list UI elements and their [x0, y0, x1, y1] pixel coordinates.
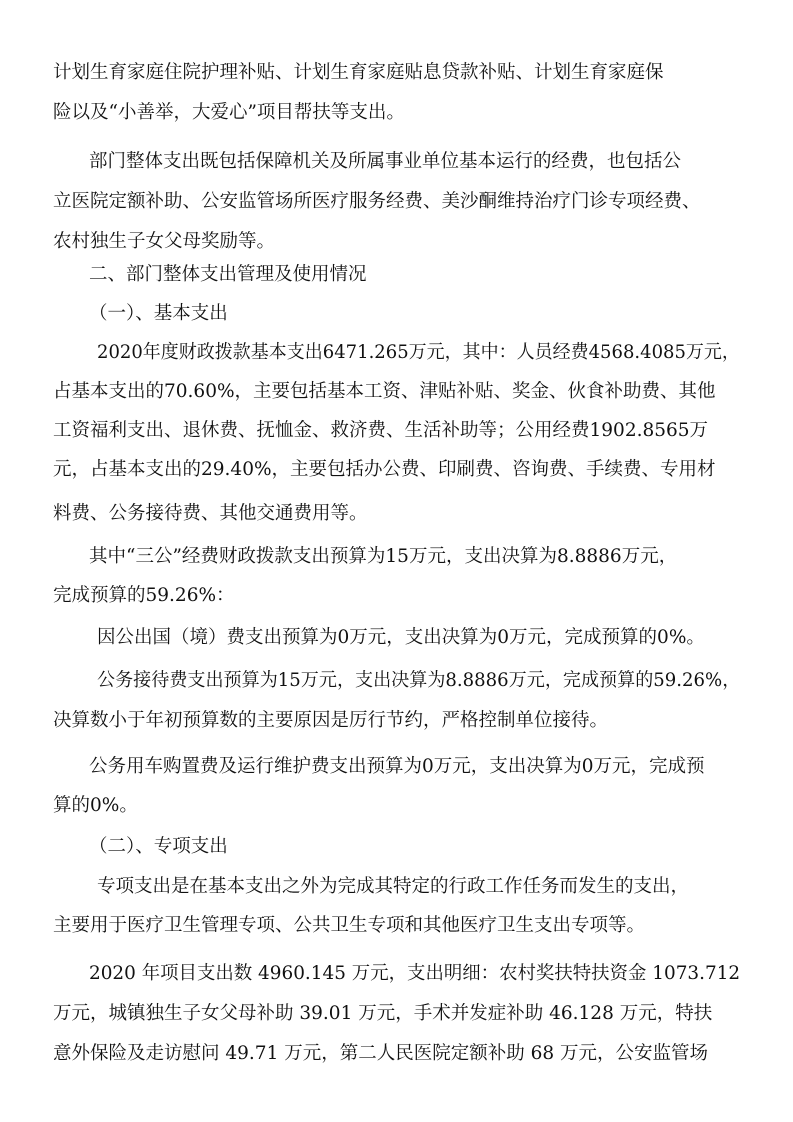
text-line: 决算数小于年初预算数的主要原因是厉行节约，严格控制单位接待。 [53, 710, 609, 731]
text-line: 公务接待费支出预算为15万元，支出决算为8.8886万元，完成预算的59.26%， [97, 670, 741, 691]
text-line: 意外保险及走访慰问 49.71 万元，第二人民医院定额补助 68 万元，公安监管场 [53, 1043, 709, 1064]
text-line: 算的0%。 [53, 795, 138, 816]
subsection-heading: （二）、专项支出 [89, 836, 228, 857]
text-line: 因公出国（境）费支出预算为0万元，支出决算为0万元，完成预算的0%。 [97, 627, 705, 648]
text-line: 立医院定额补助、公安监管场所医疗服务经费、美沙酮维持治疗门诊专项经费、 [53, 191, 701, 212]
section-heading: 二、部门整体支出管理及使用情况 [89, 264, 367, 285]
text-line: 其中“三公”经费财政拨款支出预算为15万元，支出决算为8.8886万元， [89, 546, 678, 567]
text-line: 计划生育家庭住院护理补贴、计划生育家庭贴息贷款补贴、计划生育家庭保 [53, 62, 664, 83]
text-line: 险以及“小善举，大爱心”项目帮扶等支出。 [53, 102, 405, 123]
text-line: 部门整体支出既包括保障机关及所属事业单位基本运行的经费，也包括公 [89, 151, 682, 172]
text-line: 料费、公务接待费、其他交通费用等。 [53, 503, 368, 524]
text-line: 主要用于医疗卫生管理专项、公共卫生专项和其他医疗卫生支出专项等。 [53, 915, 646, 936]
text-line: 占基本支出的70.60%，主要包括基本工资、津贴补贴、奖金、伙食补助费、其他 [53, 381, 716, 402]
text-line: 公务用车购置费及运行维护费支出预算为0万元，支出决算为0万元，完成预 [89, 756, 705, 777]
text-line: 元，占基本支出的29.40%，主要包括办公费、印刷费、咨询费、手续费、专用材 [53, 459, 716, 480]
text-line: 专项支出是在基本支出之外为完成其特定的行政工作任务而发生的支出， [97, 876, 690, 897]
text-line: 完成预算的59.26%： [53, 585, 235, 606]
subsection-heading: （一）、基本支出 [89, 303, 228, 324]
text-line: 2020 年项目支出数 4960.145 万元，支出明细：农村奖扶特扶资金 1073.712 [89, 963, 741, 984]
text-line: 2020年度财政拨款基本支出6471.265万元，其中：人员经费4568.4085万元， [97, 342, 740, 363]
text-line: 工资福利支出、退休费、抚恤金、救济费、生活补助等；公用经费1902.8565万 [53, 420, 709, 441]
text-line: 农村独生子女父母奖励等。 [53, 231, 276, 252]
text-line: 万元，城镇独生子女父母补助 39.01 万元，手术并发症补助 46.128 万元，特扶 [53, 1003, 713, 1024]
